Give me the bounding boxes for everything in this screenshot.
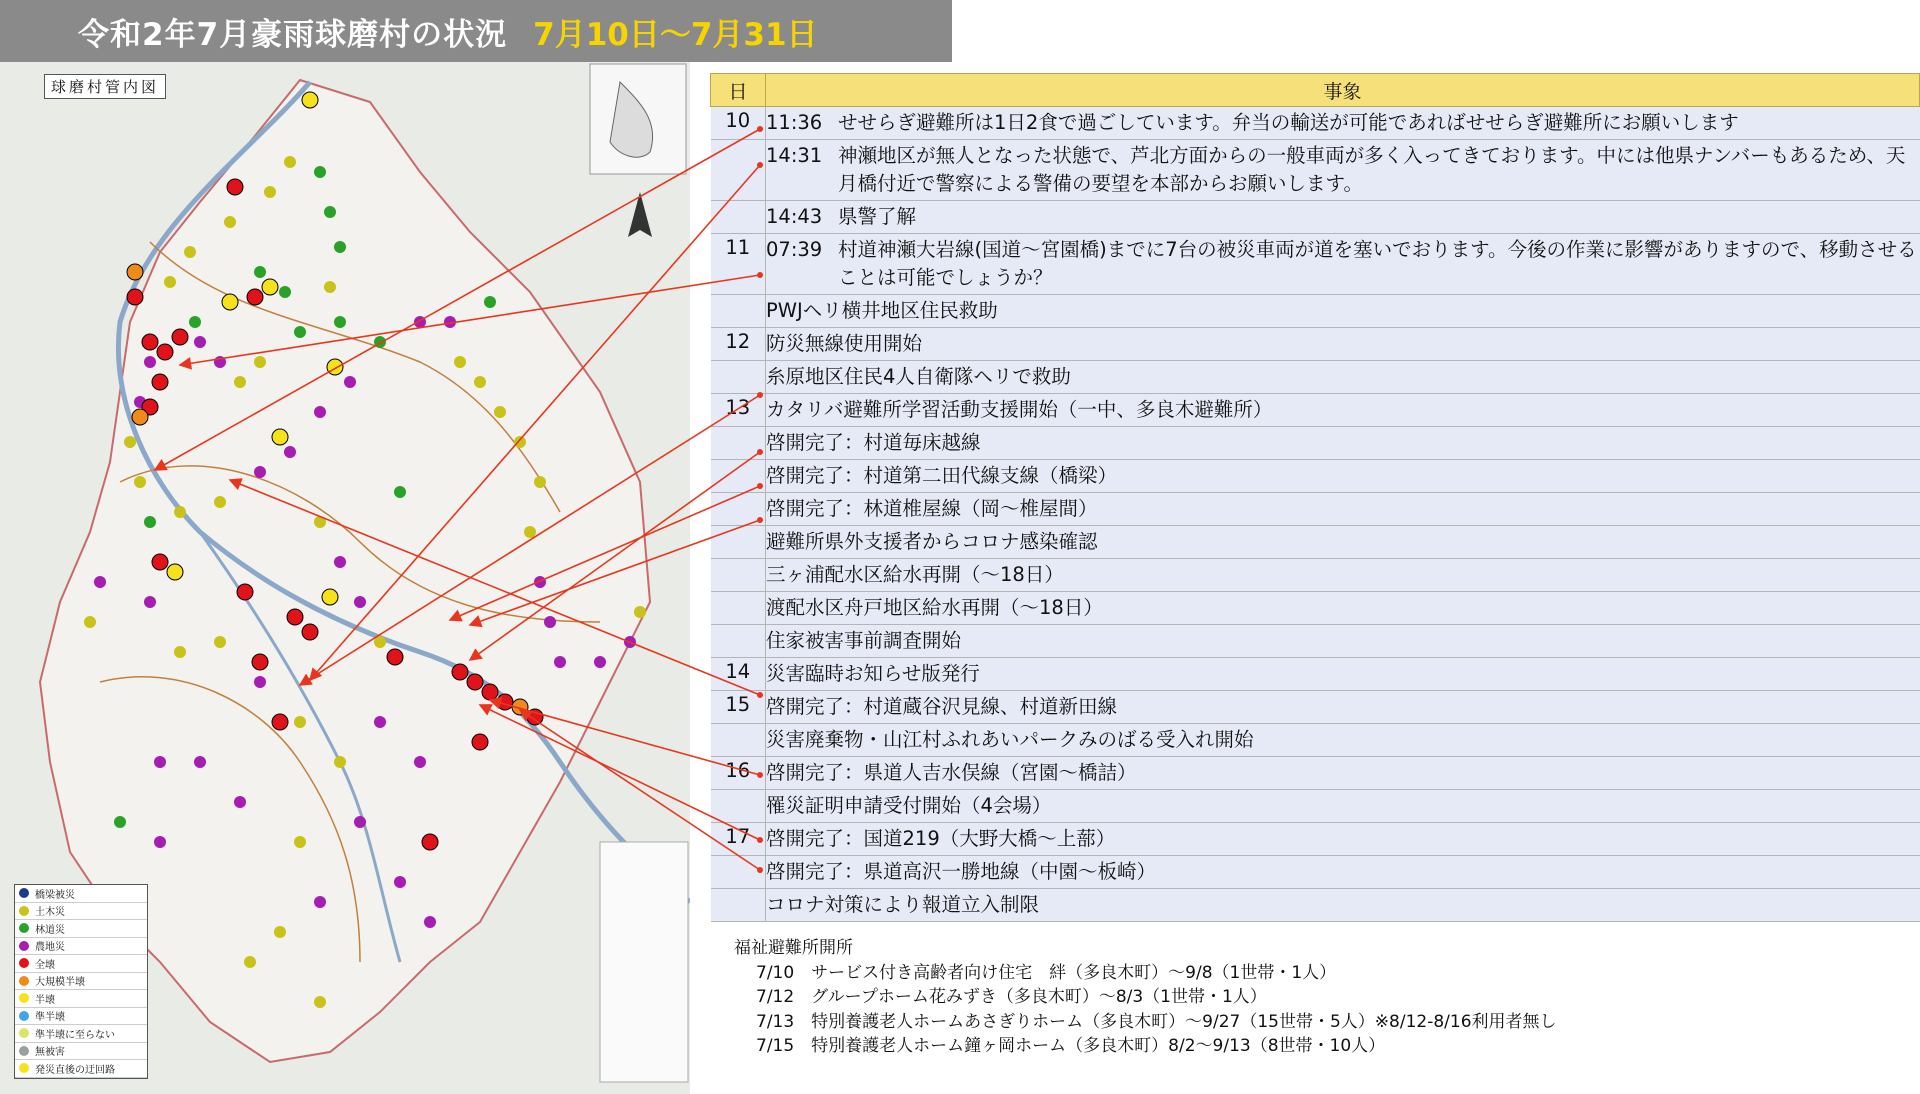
day-cell: 17 [711,823,766,856]
legend-label: 半壊 [35,994,55,1006]
legend-label: 農地災 [35,942,65,954]
event-text: 罹災証明申請受付開始（4会場） [766,794,1052,817]
event-text: 啓開完了：村道毎床越線 [766,431,981,454]
event-text: コロナ対策により報道立入制限 [766,893,1040,916]
event-text: 住家被害事前調査開始 [766,629,962,652]
event-text: せせらぎ避難所は1日2食で過ごしています。弁当の輸送が可能であればせせらぎ避難所にお願いします [838,111,1739,134]
note-line: 7/12 グループホーム花みずき（多良木町）～8/3（1世帯・1人） [756,987,1267,1007]
event-text: 啓開完了：村道蔵谷沢見線、村道新田線 [766,695,1118,718]
legend-label: 発災直後の迂回路 [35,1064,115,1076]
legend-label: 土木災 [35,907,65,919]
event-text: 啓開完了：村道第二田代線支線（橋梁） [766,464,1118,487]
legend-label: 橋梁被災 [35,889,75,901]
note-line: 7/10 サービス付き高齢者向け住宅 絆（多良木町）～9/8（1世帯・1人） [756,962,1337,983]
day-cell: 15 [711,691,766,724]
event-text: 避難所県外支援者からコロナ感染確認 [766,530,1098,553]
date-range: 7月10日～7月31日 [533,16,818,53]
event-text: 神瀬地区が無人となった状態で、芦北方面からの一般車両が多く入ってきております。中には他県ナンバーもあるため、天月橋付近で警察による警備の要望を本部からお願いします。 [838,144,1906,195]
legend-label: 大規模半壊 [35,977,85,989]
event-time: 14:31 [766,144,823,167]
legend-label: 全壊 [35,959,55,971]
day-cell: 11 [711,234,766,295]
event-text: 県警了解 [838,205,917,228]
event-time: 14:43 [766,205,823,228]
day-cell: 13 [711,394,766,427]
event-text: 啓開完了：県道人吉水俣線（宮園～橋詰） [766,761,1137,784]
event-text: 糸原地区住民4人自衛隊ヘリで救助 [766,365,1071,388]
day-cell: 12 [711,328,766,361]
column-header-day: 日 [711,74,766,107]
event-text: 防災無線使用開始 [766,332,923,355]
day-cell: 10 [711,107,766,140]
event-text: 渡配水区舟戸地区給水再開（～18日） [766,596,1103,619]
event-text: 災害廃棄物・山江村ふれあいパークみのばる受入れ開始 [766,728,1254,751]
page-title: 令和2年7月豪雨球磨村の状況 [78,16,508,53]
event-text: 災害臨時お知らせ版発行 [766,662,980,685]
day-cell: 14 [711,658,766,691]
welfare-shelter-notes [734,936,1557,1059]
event-text: カタリバ避難所学習活動支援開始（一中、多良木避難所） [766,398,1273,421]
legend-label: 準半壊に至らない [35,1029,115,1041]
event-text: PWJヘリ横井地区住民救助 [766,299,998,322]
legend-label: 無被害 [35,1047,65,1059]
legend-label: 林道災 [35,924,65,936]
column-header-event: 事象 [766,74,1920,107]
event-text: 啓開完了：国道219（大野大橋～上蔀） [766,827,1116,850]
event-time: 07:39 [766,238,823,261]
note-line: 7/13 特別養護老人ホームあさぎりホーム（多良木町）～9/27（15世帯・5人）※8/12-8/16利用者無し [756,1011,1557,1032]
event-time: 11:36 [766,111,823,134]
note-line: 7/15 特別養護老人ホーム鐘ヶ岡ホーム（多良木町）8/2～9/13（8世帯・10人） [756,1036,1386,1056]
legend-label: 準半壊 [35,1012,65,1024]
event-text: 啓開完了：県道高沢一勝地線（中園～板崎） [766,860,1157,883]
event-text: 村道神瀬大岩線(国道～宮園橋)までに7台の被災車両が道を塞いでおります。今後の作業に影響がありますので、移動させることは可能でしょうか？ [838,238,1917,289]
notes-heading: 福祉避難所開所 [734,938,853,958]
event-text: 啓開完了：林道椎屋線（岡～椎屋間） [766,497,1098,520]
event-text: 三ヶ浦配水区給水再開（～18日） [766,563,1064,586]
map-label: 球磨村管内図 [44,74,166,99]
day-cell: 16 [711,757,766,790]
